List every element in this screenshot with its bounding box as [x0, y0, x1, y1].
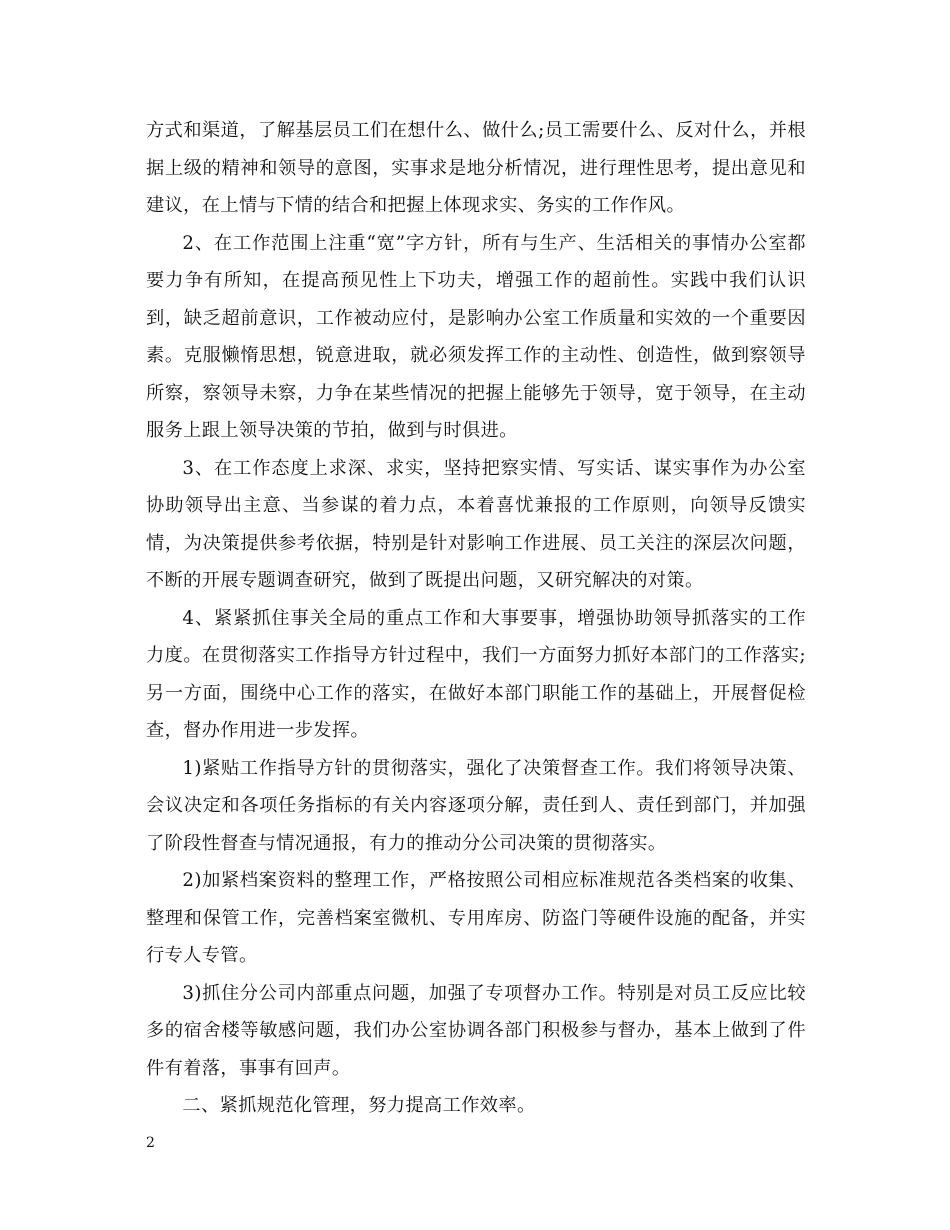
paragraph-item-3: 3、在工作态度上求深、求实，坚持把察实情、写实话、谋实事作为办公室协助领导出主意、当参谋的着力点，本着喜忧兼报的工作原则，向领导反馈实情，为决策提供参考依据，特别是针对影响工作进展、员工关注的深层次问题，不断的开展专题调查研究，做到了既提出问题，又研究解决的对策。 [146, 457, 806, 591]
paragraph-item-2: 2、在工作范围上注重“宽”字方针，所有与生产、生活相关的事情办公室都要力争有所知，在提高预见性上下功夫，增强工作的超前性。实践中我们认识到，缺乏超前意识，工作被动应付，是影响办公室工作质量和实效的一个重要因素。克服懒惰思想，锐意进取，就必须发挥工作的主动性、创造性，做到察领导所察，察领导未察，力争在某些情况的把握上能够先于领导，宽于领导，在主动服务上跟上领导决策的节拍，做到与时俱进。 [146, 232, 806, 441]
paragraph-subitem-1: 1)紧贴工作指导方针的贯彻落实，强化了决策督查工作。我们将领导决策、会议决定和各项任务指标的有关内容逐项分解，责任到人、责任到部门，并加强了阶段性督查与情况通报，有力的推动分公司决策的贯彻落实。 [146, 757, 806, 854]
paragraph-continuation: 方式和渠道，了解基层员工们在想什么、做什么;员工需要什么、反对什么，并根据上级的精神和领导的意图，实事求是地分析情况，进行理性思考，提出意见和建议，在上情与下情的结合和把握上体现求实、务实的工作作风。 [146, 120, 806, 216]
body-text [146, 112, 806, 1125]
section-heading: 二、紧抓规范化管理，努力提高工作效率。 [182, 1095, 536, 1116]
paragraph-subitem-2: 2)加紧档案资料的整理工作，严格按照公司相应标准规范各类档案的收集、整理和保管工作，完善档案室微机、专用库房、防盗门等硬件设施的配备，并实行专人专管。 [146, 870, 806, 966]
page-number: 2 [146, 1135, 155, 1151]
paragraph-item-4: 4、紧紧抓住事关全局的重点工作和大事要事，增强协助领导抓落实的工作力度。在贯彻落实工作指导方针过程中，我们一方面努力抓好本部门的工作落实;另一方面，围绕中心工作的落实，在做好本部门职能工作的基础上，开展督促检查，督办作用进一步发挥。 [146, 607, 806, 741]
paragraph-subitem-3: 3)抓住分公司内部重点问题，加强了专项督办工作。特别是对员工反应比较多的宿舍楼等敏感问题，我们办公室协调各部门积极参与督办，基本上做到了件件有着落，事事有回声。 [146, 982, 806, 1079]
